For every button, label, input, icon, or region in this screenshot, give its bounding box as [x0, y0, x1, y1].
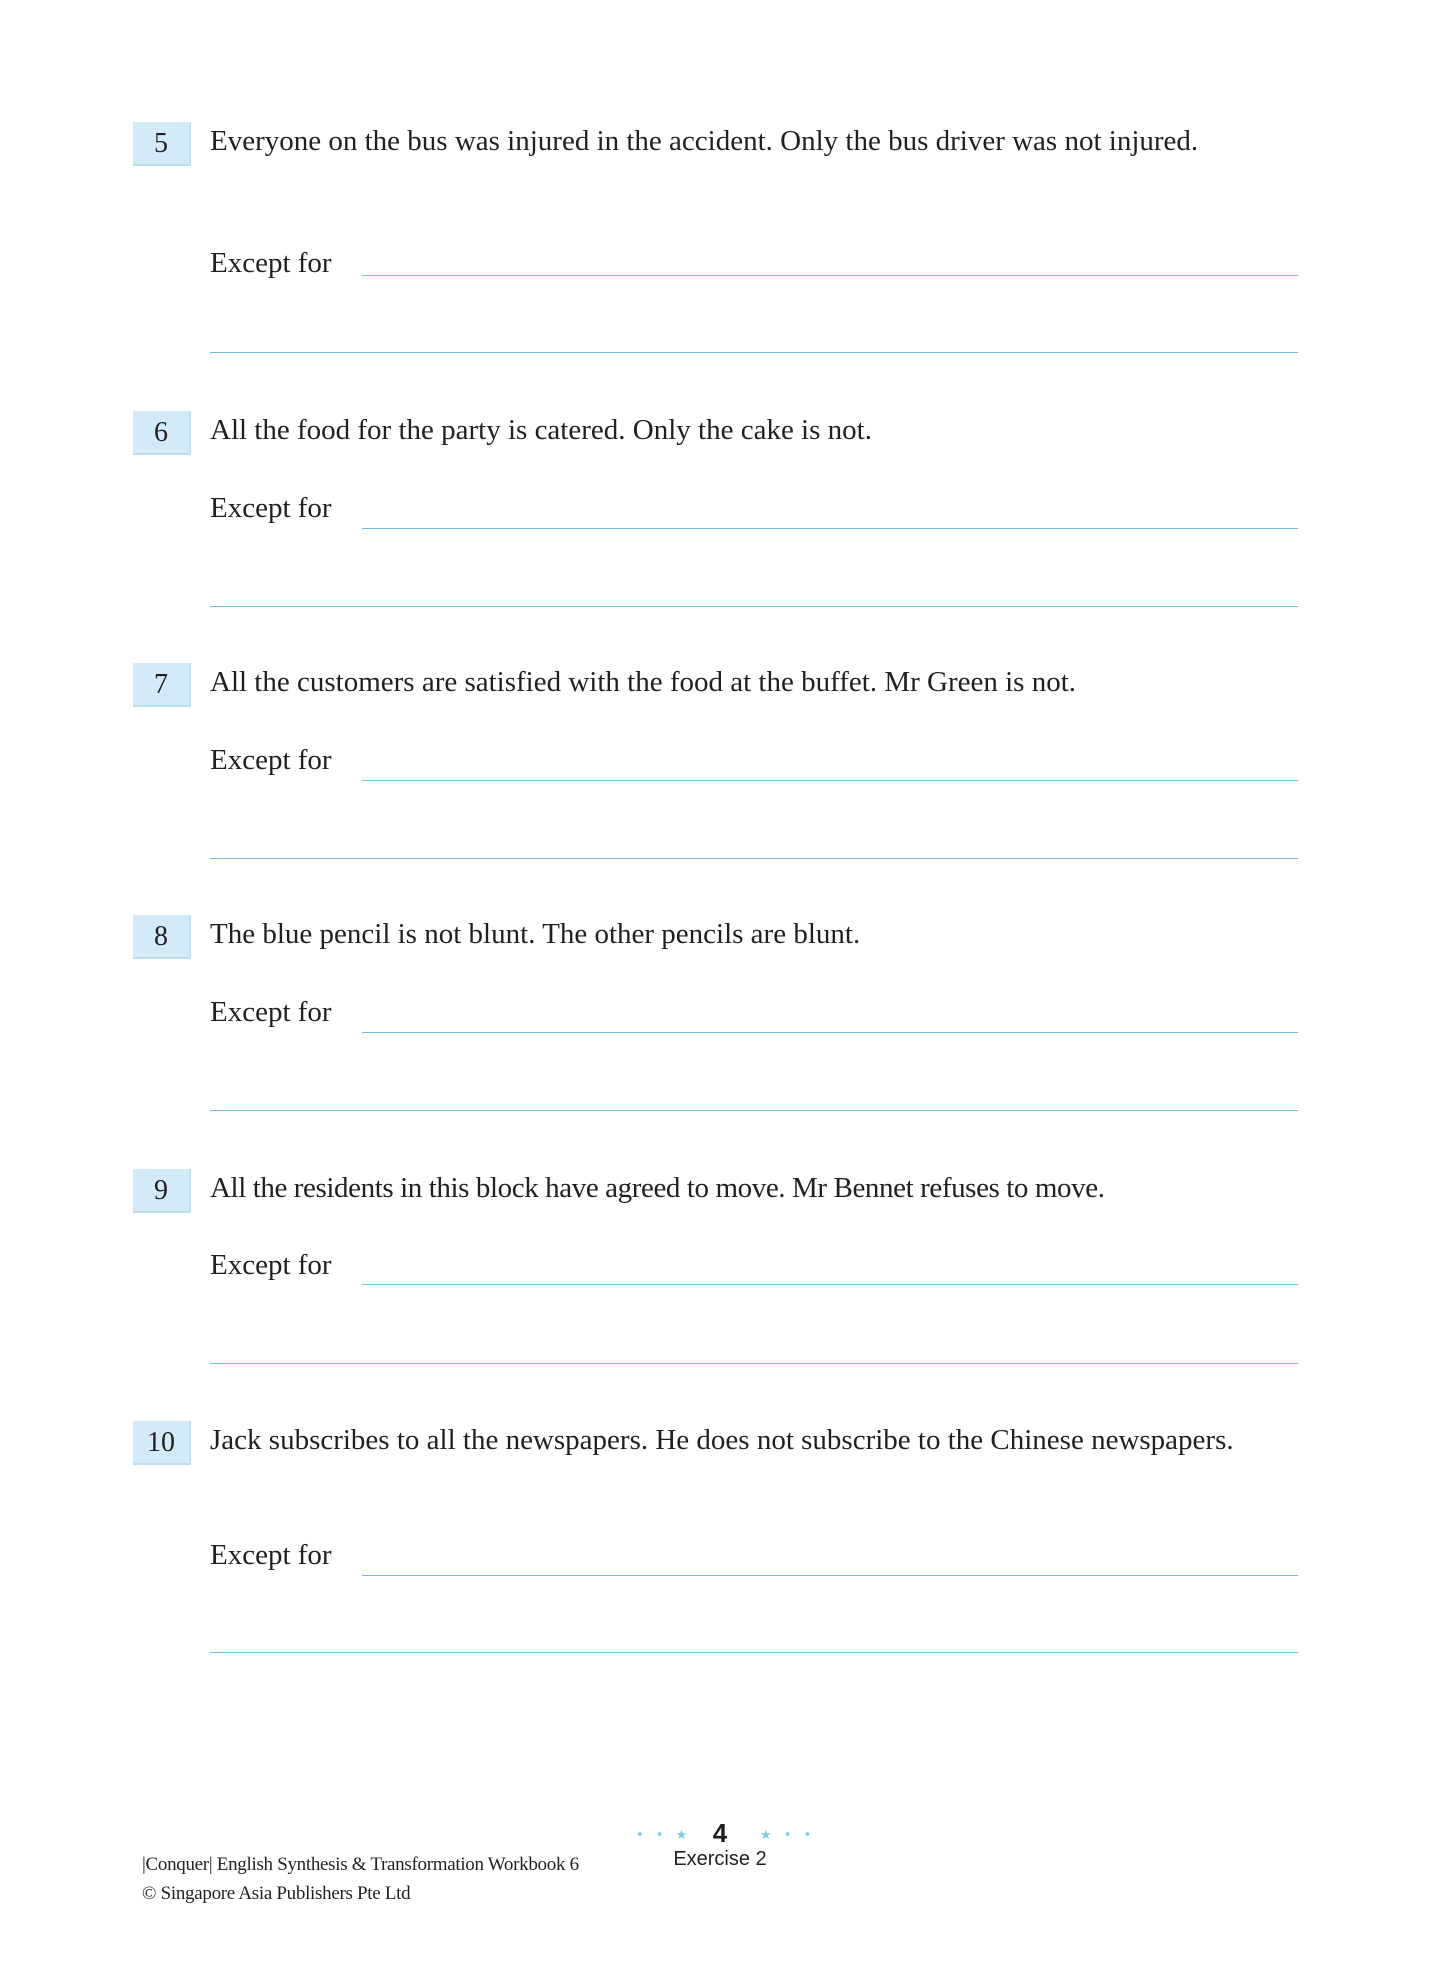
answer-line[interactable] [210, 352, 1298, 353]
question-number: 7 [133, 663, 191, 707]
exercise-label: Exercise 2 [673, 1848, 767, 1870]
copyright: © Singapore Asia Publishers Pte Ltd [142, 1883, 411, 1904]
except-for-label: Except for [210, 247, 332, 279]
answer-line[interactable] [362, 1284, 1298, 1285]
answer-line[interactable] [210, 1363, 1298, 1364]
question-text: The blue pencil is not blunt. The other pencils are blunt. [210, 918, 861, 950]
question-text: All the food for the party is catered. Only the cake is not. [210, 414, 872, 446]
answer-line[interactable] [362, 1575, 1298, 1576]
except-for-label: Except for [210, 996, 332, 1028]
footer-credits [142, 1850, 579, 1908]
question-number: 6 [133, 411, 191, 455]
answer-line[interactable] [210, 1652, 1298, 1653]
answer-line[interactable] [210, 1110, 1298, 1111]
question-number: 9 [133, 1169, 191, 1213]
answer-line[interactable] [362, 780, 1298, 781]
book-title: |Conquer| English Synthesis & Transformation Workbook 6 [142, 1854, 579, 1875]
question-number: 10 [133, 1421, 191, 1465]
answer-line[interactable] [362, 528, 1298, 529]
question-text: All the customers are satisfied with the food at the buffet. Mr Green is not. [210, 666, 1077, 698]
question-text: Everyone on the bus was injured in the accident. Only the bus driver was not injured. [210, 125, 1199, 157]
question-text: Jack subscribes to all the newspapers. He does not subscribe to the Chinese newspapers. [210, 1424, 1234, 1456]
page-number: 4 [712, 1818, 728, 1848]
answer-line[interactable] [210, 606, 1298, 607]
question-number: 8 [133, 915, 191, 959]
answer-line[interactable] [362, 1032, 1298, 1033]
except-for-label: Except for [210, 744, 332, 776]
star-decoration-icon: • • ★ [636, 1828, 692, 1843]
star-decoration-icon: ★ • • [760, 1828, 816, 1843]
except-for-label: Except for [210, 1249, 332, 1281]
question-text: All the residents in this block have agreed to move. Mr Bennet refuses to move. [210, 1172, 1105, 1204]
question-number: 5 [133, 122, 191, 166]
answer-line[interactable] [210, 858, 1298, 859]
except-for-label: Except for [210, 1539, 332, 1571]
answer-line[interactable] [362, 275, 1298, 276]
except-for-label: Except for [210, 492, 332, 524]
